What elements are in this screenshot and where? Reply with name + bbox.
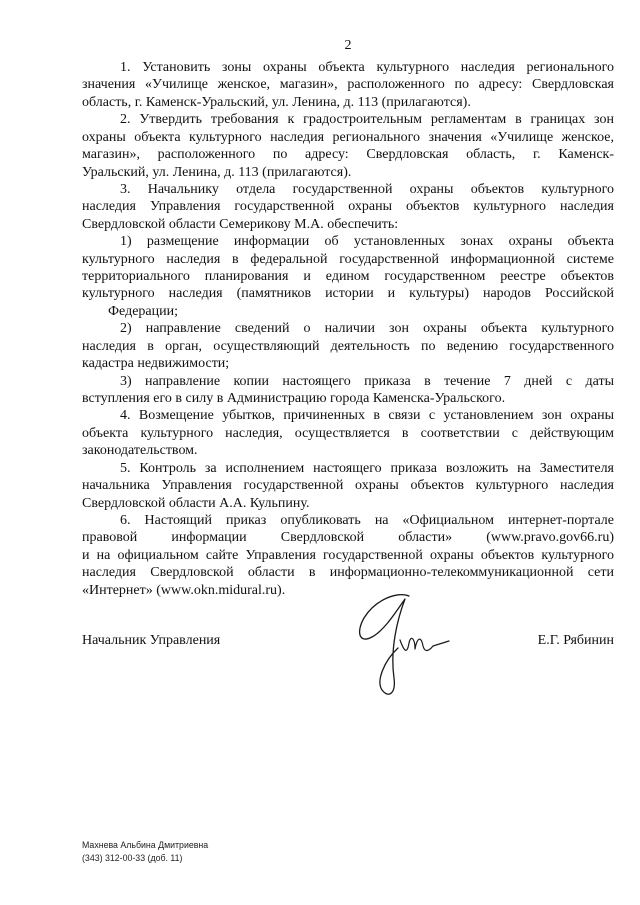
text-line: магазин», расположенного по адресу: Свердловская область, г. Каменск- (82, 147, 614, 163)
executor-phone: (343) 312-00-33 (доб. 11) (82, 853, 183, 863)
text-line: 3) направление копии настоящего приказа в течение 7 дней с даты (120, 373, 614, 389)
text-line: Уральский, ул. Ленина, д. 113 (прилагаются). (82, 164, 352, 180)
text-line: законодательством. (82, 443, 198, 459)
text-line: объекта культурного наследия, осуществляется в соответствии с действующим (82, 425, 614, 441)
text-line: значения «Училище женское, магазин», расположенного по адресу: Свердловская (82, 77, 614, 93)
text-line: наследия Свердловской области в информационно-телекоммуникационной сети (82, 565, 614, 581)
text-line: наследия Управления государственной охраны объектов культурного наследия (82, 199, 614, 215)
text-line: наследия в орган, осуществляющий деятельность по ведению государственного (82, 338, 614, 354)
text-line: 1. Установить зоны охраны объекта культурного наследия регионального (120, 60, 614, 75)
text-line: Свердловской области Семерикову М.А. обеспечить: (82, 216, 399, 232)
text-line: 6. Настоящий приказ опубликовать на «Официальном интернет-портале (120, 512, 614, 528)
text-line: кадастра недвижимости; (82, 356, 230, 372)
page-number: 2 (344, 38, 352, 53)
executor-name: Махнева Альбина Дмитриевна (82, 840, 209, 850)
text-line: вступления его в силу в Администрацию города Каменска-Уральского. (82, 391, 506, 407)
signatory-position: Начальник Управления (82, 633, 221, 648)
text-line: территориального планирования и едином государственном реестре объектов (82, 269, 614, 285)
text-line: культурного наследия (памятников истории и культуры) народов Российской (82, 286, 614, 302)
text-line: охраны объекта культурного наследия регионального значения «Училище женское, (82, 129, 614, 145)
executor-footer (82, 839, 208, 865)
text-line: начальника Управления государственной охраны объектов культурного наследия (82, 478, 614, 494)
text-line: 1) размещение информации об установленных зонах охраны объекта (120, 234, 614, 250)
text-line: культурного наследия в федеральной государственной информационной системе (82, 251, 614, 267)
handwritten-signature (345, 590, 465, 702)
text-line: правовой информации Свердловской области» (www.pravo.gov66.ru) (82, 530, 614, 546)
text-line: 5. Контроль за исполнением настоящего приказа возложить на Заместителя (120, 460, 614, 476)
text-line: 2) направление сведений о наличии зон охраны объекта культурного (120, 321, 614, 337)
text-line: 2. Утвердить требования к градостроительным регламентам в границах зон (120, 112, 614, 128)
text-line: область, г. Каменск-Уральский, ул. Ленина, д. 113 (прилагаются). (82, 94, 471, 110)
signatory-name: Е.Г. Рябинин (537, 633, 614, 648)
order-body (82, 59, 614, 599)
text-line: Федерации; (108, 303, 179, 319)
text-line: и на официальном сайте Управления государственной охраны объектов культурного (82, 547, 614, 563)
text-line: 4. Возмещение убытков, причиненных в связи с установлением зон охраны (120, 408, 614, 424)
text-line: Свердловской области А.А. Кульпину. (82, 495, 310, 511)
text-line: 3. Начальнику отдела государственной охраны объектов культурного (120, 181, 614, 197)
text-line: «Интернет» (www.okn.midural.ru). (82, 582, 286, 598)
